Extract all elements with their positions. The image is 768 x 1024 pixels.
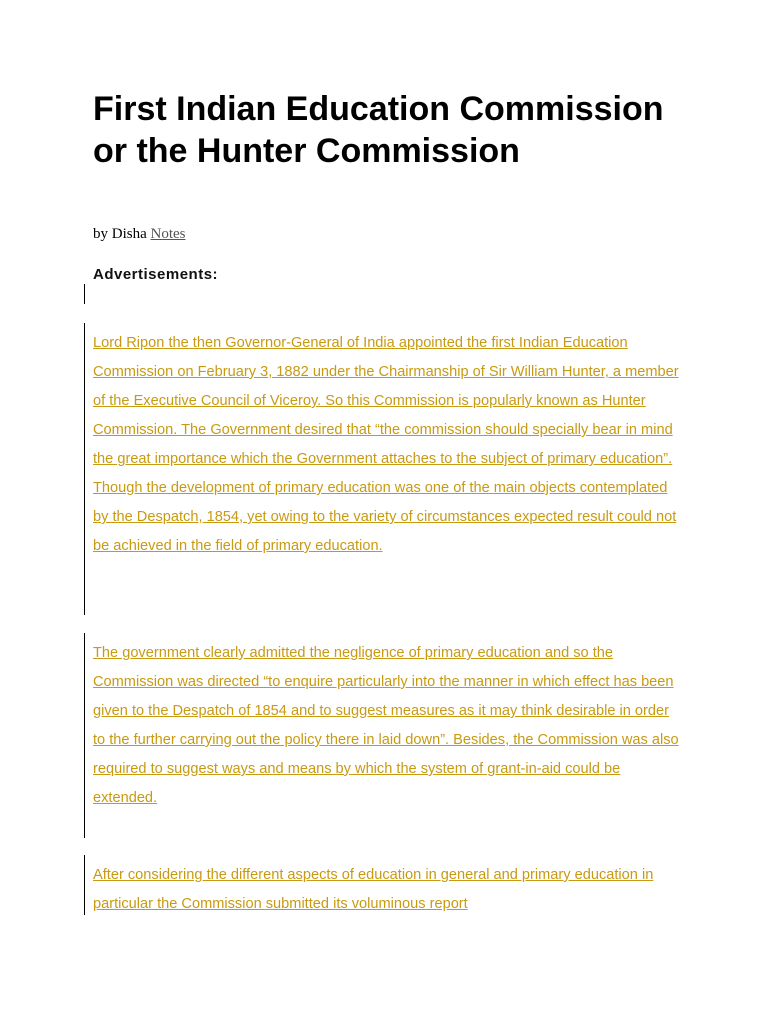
byline-author: by Disha (93, 226, 151, 242)
paragraph-1 (93, 329, 683, 561)
paragraph-3-link[interactable]: After considering the different aspects of education in general and primary education in particular the Commission submitted its voluminous report (93, 867, 654, 912)
paragraph-3 (93, 861, 683, 919)
paragraph-3-border (84, 855, 85, 915)
paragraph-2-link[interactable]: The government clearly admitted the negligence of primary education and so the Commission was directed “to enquire particularly into the manner in which effect has been given to the Despatch of 1854 and to suggest measures as it may think desirable in order to the further carrying out the policy there in laid down”. Besides, the Commission was also required to suggest ways and means by which the system of grant-in-aid could be extended. (93, 645, 679, 806)
byline (93, 224, 186, 244)
paragraph-1-border (84, 323, 85, 615)
advertisements-label: Advertisements: (93, 266, 219, 283)
byline-notes-link[interactable]: Notes (150, 226, 186, 242)
paragraph-2-border (84, 633, 85, 838)
paragraph-1-link[interactable]: Lord Ripon the then Governor-General of India appointed the first Indian Education Commission on February 3, 1882 under the Chairmanship of Sir William Hunter, a member of the Executive Council of Viceroy. So this Commission is popularly known as Hunter Commission. The Government desired that “the commission should specially bear in mind the great importance which the Government attaches to the subject of primary education”. Though the development of primary education was one of the main objects contemplated by the Despatch, 1854, yet owing to the variety of circumstances expected result could not be achieved in the field of primary education. (93, 335, 679, 554)
ad-divider-line (84, 284, 85, 304)
article-title: First Indian Education Commission or the Hunter Commission (93, 90, 664, 170)
paragraph-2 (93, 639, 683, 813)
